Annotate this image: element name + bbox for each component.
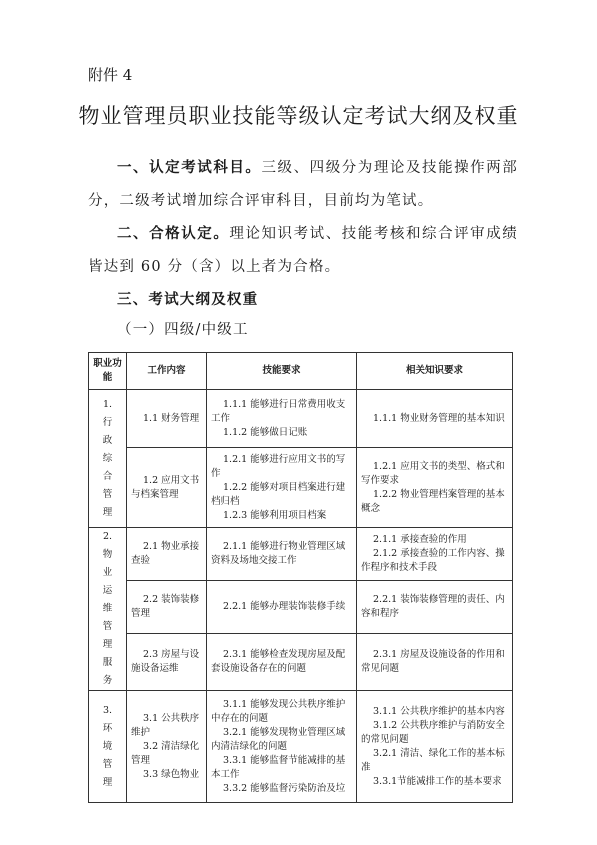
function-cell: 1.行政综合管理 [89,390,127,528]
cell-text: 2.3 房屋与设施设备运维 [131,648,200,674]
table-row [89,580,513,633]
section-3-heading: 三、考试大纲及权重 [117,292,259,308]
cell-text: 3.3.1 能够监督节能减排的基本工作 [211,754,346,780]
page-title: 物业管理员职业技能等级认定考试大纲及权重 [78,104,519,128]
cell-text: 3.3.1节能减排工作的基本要求 [373,775,502,787]
skills-cell [207,580,357,633]
cell-text: 2.3.1 房屋及设施设备的作用和常见问题 [361,648,505,674]
skills-cell [207,448,357,528]
cell-text: 2.2.1 装饰装修管理的责任、内容和程序 [361,593,505,619]
cell-text: 2.1.2 承接查验的工作内容、操作程序和技术手段 [361,547,505,573]
skills-cell [207,633,357,690]
cell-text: 1.1.1 能够进行日常费用收支工作 [211,398,346,424]
cell-text: 3.1 公共秩序维护 [131,712,200,738]
cell-text: 1.2.3 能够利用项目档案 [223,509,327,521]
cell-text: 2.1.1 能够进行物业管理区域资料及场地交接工作 [211,540,346,566]
function-cell: 3.环境管理 [89,691,127,803]
cell-text: 2.3.1 能够检查发现房屋及配套设施设备存在的问题 [211,648,346,674]
header-function: 职业功能 [89,353,127,390]
section-1-text: 三级、四级分为理论及技能操作两部分，二级考试增加综合评审科目，目前均为笔试。 [88,160,518,209]
knowledge-cell [357,633,513,690]
section-1 [88,152,518,218]
function-cell: 2.物业运维管理服务 [89,528,127,691]
knowledge-cell [357,448,513,528]
cell-text: 1.2.1 应用文书的类型、格式和写作要求 [361,460,505,486]
cell-text: 1.2.2 物业管理档案管理的基本概念 [361,488,505,514]
header-content: 工作内容 [127,353,207,390]
section-2-heading: 二、合格认定。 [117,226,230,242]
table-row [89,691,513,803]
section-2 [88,218,518,284]
content-cell [127,633,207,690]
section-4-heading: （一）四级/中级工 [117,322,249,338]
cell-text: 2.1.1 承接查验的作用 [373,533,467,545]
skills-cell [207,390,357,448]
cell-text: 1.1.2 能够做日记账 [223,426,308,438]
content-cell [127,580,207,633]
syllabus-table [88,352,513,803]
skills-cell [207,691,357,803]
cell-text: 3.2.1 能够发现物业管理区域内清洁绿化的问题 [211,726,346,752]
cell-text: 2.1 物业承接查验 [131,540,200,566]
cell-text: 2.2.1 能够办理装饰装修手续 [223,600,346,612]
cell-text: 3.1.2 公共秩序维护与消防安全的常见问题 [361,719,505,745]
table-row [89,390,513,448]
content-cell [127,390,207,448]
content-cell [127,448,207,528]
table-row [89,528,513,581]
cell-text: 1.1 财务管理 [143,412,200,424]
knowledge-cell [357,580,513,633]
knowledge-cell [357,691,513,803]
table-row [89,633,513,690]
content-cell [127,528,207,581]
knowledge-cell [357,528,513,581]
cell-text: 1.1.1 物业财务管理的基本知识 [373,412,505,424]
cell-text: 3.1.1 能够发现公共秩序维护中存在的问题 [211,698,346,724]
cell-text: 3.2.1 清洁、绿化工作的基本标准 [361,747,505,773]
header-skills: 技能要求 [207,353,357,390]
cell-text: 3.3 绿色物业 [143,768,200,780]
cell-text: 3.2 清洁绿化管理 [131,740,200,766]
table-row [89,448,513,528]
cell-text: 1.2 应用文书与档案管理 [131,474,200,500]
header-knowledge: 相关知识要求 [357,353,513,390]
cell-text: 2.2 装饰装修管理 [131,593,200,619]
cell-text: 1.2.2 能够对项目档案进行建档归档 [211,481,346,507]
content-cell [127,691,207,803]
annex-label: 附件 4 [88,66,133,84]
cell-text: 1.2.1 能够进行应用文书的写作 [211,453,346,479]
table-header-row [89,353,513,390]
section-2-text: 理论知识考试、技能考核和综合评审成绩皆达到 60 分（含）以上者为合格。 [88,226,518,275]
knowledge-cell [357,390,513,448]
cell-text: 3.3.2 能够监督污染防治及垃 [223,782,346,794]
skills-cell [207,528,357,581]
section-1-heading: 一、认定考试科目。 [117,160,262,176]
cell-text: 3.1.1 公共秩序维护的基本内容 [373,705,505,717]
